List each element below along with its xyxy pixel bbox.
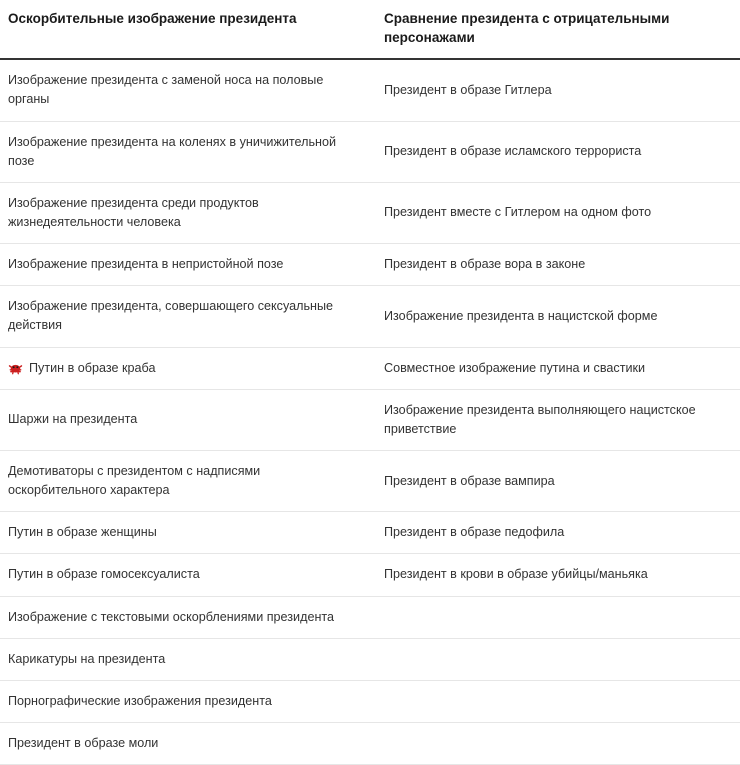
table-row bbox=[0, 638, 740, 680]
table-cell-negative-characters bbox=[382, 722, 740, 764]
table-cell-text: Президент в образе вампира bbox=[384, 473, 555, 488]
table-cell-offensive-images bbox=[0, 244, 382, 286]
table-row bbox=[0, 244, 740, 286]
table-cell-negative-characters bbox=[382, 512, 740, 554]
table-cell-offensive-images bbox=[0, 182, 382, 243]
crab-icon bbox=[8, 361, 23, 376]
table-cell-empty bbox=[384, 659, 706, 660]
table-cell-text: Президент в образе педофила bbox=[384, 525, 565, 540]
table-cell-text: Карикатуры на президента bbox=[8, 651, 166, 666]
table-cell-negative-characters bbox=[382, 59, 740, 121]
table-cell-text: Изображение президента выполняющего нацистское приветствие bbox=[384, 402, 696, 436]
table-cell-text: Изображение президента с заменой носа на половые органы bbox=[8, 73, 324, 107]
table-row bbox=[0, 680, 740, 722]
table-cell-negative-characters bbox=[382, 182, 740, 243]
table-cell-offensive-images bbox=[0, 286, 382, 347]
table-cell-negative-characters bbox=[382, 680, 740, 722]
column-header-offensive-images: Оскорбительные изображение президента bbox=[0, 0, 382, 59]
table-cell-text: Президент в образе вора в законе bbox=[384, 257, 586, 272]
table-cell-negative-characters bbox=[382, 638, 740, 680]
table-cell-negative-characters bbox=[382, 347, 740, 389]
table-cell-text: Изображение президента, совершающего сексуальные действия bbox=[8, 299, 334, 333]
table-row bbox=[0, 389, 740, 450]
table-header bbox=[0, 0, 740, 59]
table-cell-empty bbox=[384, 743, 706, 744]
column-header-negative-characters: Сравнение президента с отрицательными персонажами bbox=[382, 0, 740, 59]
table-row bbox=[0, 59, 740, 121]
table-cell-text: Президент в образе Гитлера bbox=[384, 82, 552, 97]
table-row bbox=[0, 596, 740, 638]
table-cell-offensive-images bbox=[0, 347, 382, 389]
table-cell-text: Президент в крови в образе убийцы/маньяка bbox=[384, 567, 648, 582]
table-cell-text: Путин в образе гомосексуалиста bbox=[8, 567, 200, 582]
table-body bbox=[0, 59, 740, 764]
table-cell-offensive-images bbox=[0, 680, 382, 722]
table-cell-offensive-images bbox=[0, 512, 382, 554]
table-cell-empty bbox=[384, 617, 706, 618]
table-row bbox=[0, 512, 740, 554]
table-cell-negative-characters bbox=[382, 554, 740, 596]
table-cell-text: Изображение президента в нацистской форме bbox=[384, 308, 658, 323]
table-row bbox=[0, 182, 740, 243]
table-header-row bbox=[0, 0, 740, 59]
table-cell-negative-characters bbox=[382, 451, 740, 512]
table-cell-offensive-images bbox=[0, 451, 382, 512]
table-cell-text: Президент в образе исламского террориста bbox=[384, 144, 642, 159]
table-cell-text: Изображение президента в непристойной позе bbox=[8, 257, 284, 272]
table-cell-text: Шаржи на президента bbox=[8, 412, 138, 427]
table-cell-negative-characters bbox=[382, 389, 740, 450]
table-row bbox=[0, 554, 740, 596]
table-row bbox=[0, 121, 740, 182]
table-cell-text: Порнографические изображения президента bbox=[8, 693, 272, 708]
table-cell-offensive-images bbox=[0, 638, 382, 680]
table-cell-negative-characters bbox=[382, 244, 740, 286]
table-cell-text: Путин в образе краба bbox=[29, 360, 156, 375]
table-row bbox=[0, 286, 740, 347]
table-cell-negative-characters bbox=[382, 286, 740, 347]
table-cell-text: Изображение президента среди продуктов жизнедеятельности человека bbox=[8, 195, 259, 230]
table-cell-text: Изображение с текстовыми оскорблениями президента bbox=[8, 609, 335, 624]
table-cell-text: Демотиваторы с президентом с надписями оскорбительного характера bbox=[8, 464, 261, 498]
table-cell-offensive-images bbox=[0, 59, 382, 121]
table-cell-text: Совместное изображение путина и свастики bbox=[384, 360, 646, 375]
table-cell-text: Изображение президента на коленях в уничижительной позе bbox=[8, 134, 337, 168]
table-row bbox=[0, 347, 740, 389]
table-cell-offensive-images bbox=[0, 389, 382, 450]
table-cell-offensive-images bbox=[0, 554, 382, 596]
table-row bbox=[0, 451, 740, 512]
cell-content bbox=[8, 359, 356, 378]
table-cell-offensive-images bbox=[0, 722, 382, 764]
table-cell-offensive-images bbox=[0, 596, 382, 638]
table-cell-text: Президент в образе моли bbox=[8, 735, 159, 750]
table-cell-text: Путин в образе женщины bbox=[8, 525, 157, 540]
table-cell-negative-characters bbox=[382, 596, 740, 638]
table-row bbox=[0, 722, 740, 764]
table-cell-text: Президент вместе с Гитлером на одном фото bbox=[384, 205, 652, 220]
table-cell-negative-characters bbox=[382, 121, 740, 182]
table-cell-offensive-images bbox=[0, 121, 382, 182]
